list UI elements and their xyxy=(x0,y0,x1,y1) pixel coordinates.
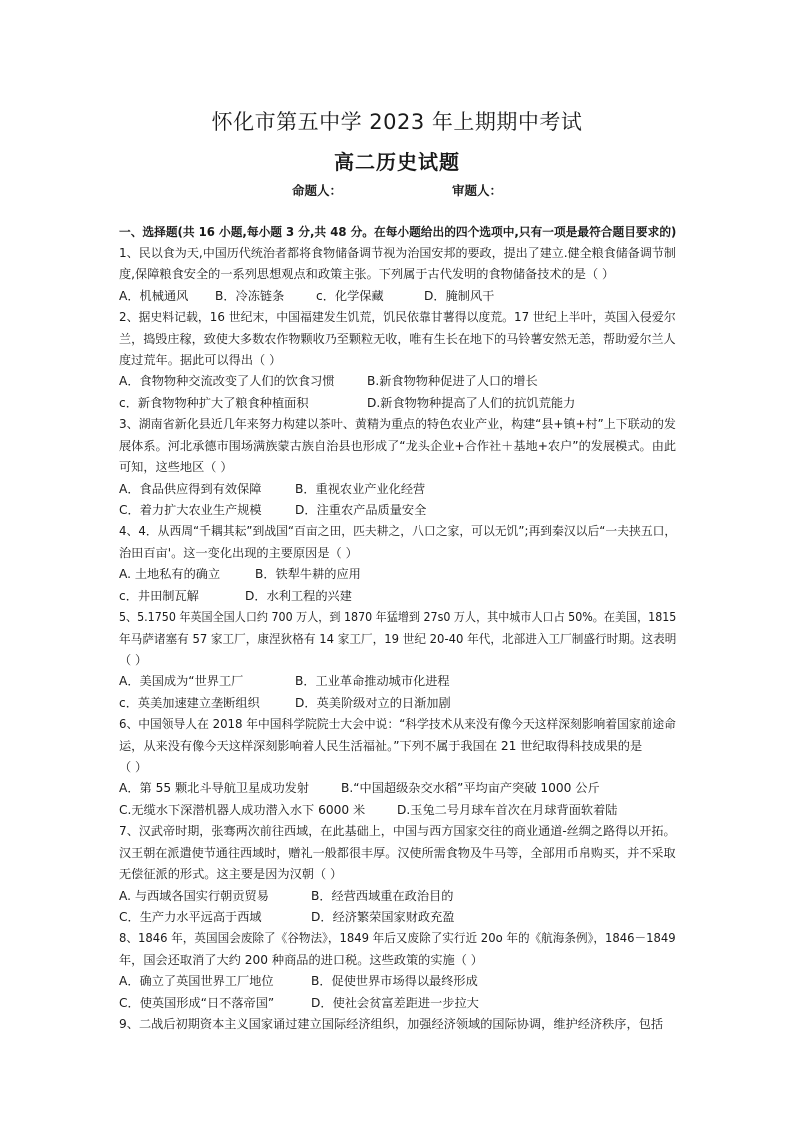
question-8-options-row-2 xyxy=(119,995,479,1011)
question-1-stem-line-2: 度,保障粮食安全的一系列思想观点和政策主张。下列属于古代发明的食物储备技术的是（ ） xyxy=(119,267,615,281)
question-7-stem-line-2: 汉王朝在派遣使节通往西域时，赠礼一般都很丰厚。汉使所需食物及牛马等，全部用币帛购买，并不采取 xyxy=(119,846,676,860)
question-7-stem-line-1: 7、汉武帝时期，张骞两次前往西域，在此基础上，中国与西方国家交往的商业通道-丝绸之路得以开拓。 xyxy=(119,824,676,838)
option-a: A．美国成为“世界工厂 xyxy=(119,674,244,688)
question-3-options-row-2 xyxy=(119,502,426,518)
question-2-stem-line-3: 度过荒年。据此可以得出（ ） xyxy=(119,353,282,367)
question-6-stem-line-3: （ ） xyxy=(119,760,148,774)
option-d: D．水利工程的兴建 xyxy=(245,589,352,603)
question-2-stem-line-2: 兰，捣毁庄稼，致使大多数农作物颗收乃至颗粒无收，唯有生长在地下的马铃薯安然无恙，帮助爱尔兰人 xyxy=(119,332,676,346)
option-b: B．铁犁牛耕的应用 xyxy=(255,567,361,581)
option-c: C．生产力水平远高于西域 xyxy=(119,910,262,924)
question-5-stem-line-3: （ ） xyxy=(119,653,148,667)
option-c: c．井田制瓦解 xyxy=(119,589,199,603)
option-a: A．食品供应得到有效保障 xyxy=(119,482,262,496)
question-3-stem-line-3: 可知，这些地区（ ） xyxy=(119,460,233,474)
question-1-stem-line-1: 1、民以食为天,中国历代统治者都将食物储备调节视为治国安邦的要政，提出了建立.健全粮食储备调节制 xyxy=(119,246,676,260)
exam-subtitle: 高二历史试题 xyxy=(334,150,460,174)
question-8-stem-line-2: 年，国会还取消了大约 200 种商品的进口税。这些政策的实施（ ） xyxy=(119,953,483,967)
option-b: B．促使世界市场得以最终形成 xyxy=(311,974,478,988)
option-b: B．经营西域重在政治目的 xyxy=(311,889,454,903)
question-5-stem-line-2: 年马萨诸塞有 57 家工厂，康涅狄格有 14 家工厂，19 世纪 20-40 年代，北部进入工厂制盛行时期。这表明 xyxy=(119,632,677,646)
question-4-stem-line-2: 治田百亩'。这一变化出现的主要原因是（ ） xyxy=(119,546,358,560)
option-d: D．使社会贫富差距进一步拉大 xyxy=(311,996,479,1010)
question-2-options-row-1 xyxy=(119,373,538,389)
question-3-stem-line-1: 3、湖南省新化县近几年来努力构建以茶叶、黄精为重点的特色农业产业，构建“县+镇+村”上下联动的发 xyxy=(119,417,676,431)
option-a: A. 土地私有的确立 xyxy=(119,567,221,581)
question-5-options-row-2 xyxy=(119,695,451,711)
question-4-stem-line-1: 4、4．从西周“千耦其耘”到战国“百亩之田，匹夫耕之，八口之家，可以无饥”;再到秦汉以后“一夫挟五口， xyxy=(119,524,677,538)
option-c: c．新食物物种扩大了粮食种植面积 xyxy=(119,396,309,410)
option-b: B.“中国超级杂交水稻”平均亩产突破 1000 公斤 xyxy=(341,781,600,795)
question-4-options-row-1 xyxy=(119,566,361,582)
question-1-options xyxy=(119,288,494,304)
question-6-options-row-2 xyxy=(119,802,617,818)
question-7-options-row-1 xyxy=(119,888,453,904)
question-8-stem-line-1: 8、1846 年，英国国会废除了《谷物法》，1849 年后又废除了实行近 20o 年的《航海条例》，1846－1849 xyxy=(119,931,676,945)
option-d: D．腌制风干 xyxy=(424,289,495,303)
question-5-stem-line-1: 5、5.1750 年英国全国人口约 700 万人，到 1870 年猛增到 27s0 万人，其中城市人口占 50%。在美国，1815 xyxy=(119,610,677,624)
option-a: A．确立了英国世界工厂地位 xyxy=(119,974,274,988)
option-d: D．经济繁荣国家财政充盈 xyxy=(311,910,455,924)
question-6-options-row-1 xyxy=(119,780,600,796)
option-d: D.玉兔二号月球车首次在月球背面软着陆 xyxy=(397,803,618,817)
option-c: c．英美加速建立垄断组织 xyxy=(119,696,260,710)
option-c: C．使英国形成“日不落帝国” xyxy=(119,996,275,1010)
author-line xyxy=(0,181,794,199)
option-b: B.新食物物种促进了人口的增长 xyxy=(367,374,538,388)
question-6-stem-line-1: 6、中国领导人在 2018 年中国科学院院士大会中说：“科学技术从来没有像今天这样深刻影响着国家前途命 xyxy=(119,717,676,731)
question-5-options-row-1 xyxy=(119,673,450,689)
question-9-stem-line-1: 9、二战后初期资本主义国家诵过建立国际经济组织，加强经济领域的国际协调，维护经济秩序，包括 xyxy=(119,1017,664,1031)
question-7-stem-line-3: 无偿征派的形式。这主要是因为汉朝（ ） xyxy=(119,867,343,881)
question-6-stem-line-2: 运，从来没有像今天这样深刻影响着人民生活福祉。”下列不属于我国在 21 世纪取得科技成果的是 xyxy=(119,739,643,753)
option-a: A．第 55 颗北斗导航卫星成功发射 xyxy=(119,781,310,795)
question-2-options-row-2 xyxy=(119,395,575,411)
question-4-options-row-2 xyxy=(119,588,352,604)
option-a: A. 与西域各国实行朝贡贸易 xyxy=(119,889,269,903)
question-7-options-row-2 xyxy=(119,909,454,925)
section-title: 一、选择题(共 16 小题,每小题 3 分,共 48 分。在每小题给出的四个选项中,只有一项是最符合题目要求的) xyxy=(119,225,677,239)
option-d: D．注重农产品质量安全 xyxy=(295,503,427,517)
option-d: D.新食物物种提高了人们的抗饥荒能力 xyxy=(367,396,576,410)
option-b: B．冷冻链条 xyxy=(215,289,285,303)
question-3-options-row-1 xyxy=(119,481,425,497)
option-c: C．着力扩大农业生产规模 xyxy=(119,503,262,517)
reviewer-label: 审题人： xyxy=(452,183,503,198)
question-3-stem-line-2: 展体系。河北承德市围场满族蒙古族自治县也形成了“龙头企业+合作社＋基地+农户”的发展模式。由此 xyxy=(119,439,677,453)
option-c: c．化学保藏 xyxy=(316,289,384,303)
option-d: D．英美阶级对立的日渐加剧 xyxy=(295,696,451,710)
option-b: B．工业革命推动城市化进程 xyxy=(295,674,450,688)
option-b: B．重视农业产业化经营 xyxy=(295,482,426,496)
question-8-options-row-1 xyxy=(119,973,478,989)
option-a: A．机械通风 xyxy=(119,289,189,303)
exam-title: 怀化市第五中学 2023 年上期期中考试 xyxy=(211,110,583,134)
option-c: C.无缆水下深潜机器人成功潜入水下 6000 米 xyxy=(119,803,366,817)
option-a: A．食物物种交流改变了人们的饮食习惯 xyxy=(119,374,335,388)
author-label: 命题人： xyxy=(291,183,342,198)
question-2-stem-line-1: 2、据史料记载，16 世纪末，中国福建发生饥荒，饥民依靠甘薯得以度荒。17 世纪上半叶，英国入侵爱尔 xyxy=(119,310,676,324)
